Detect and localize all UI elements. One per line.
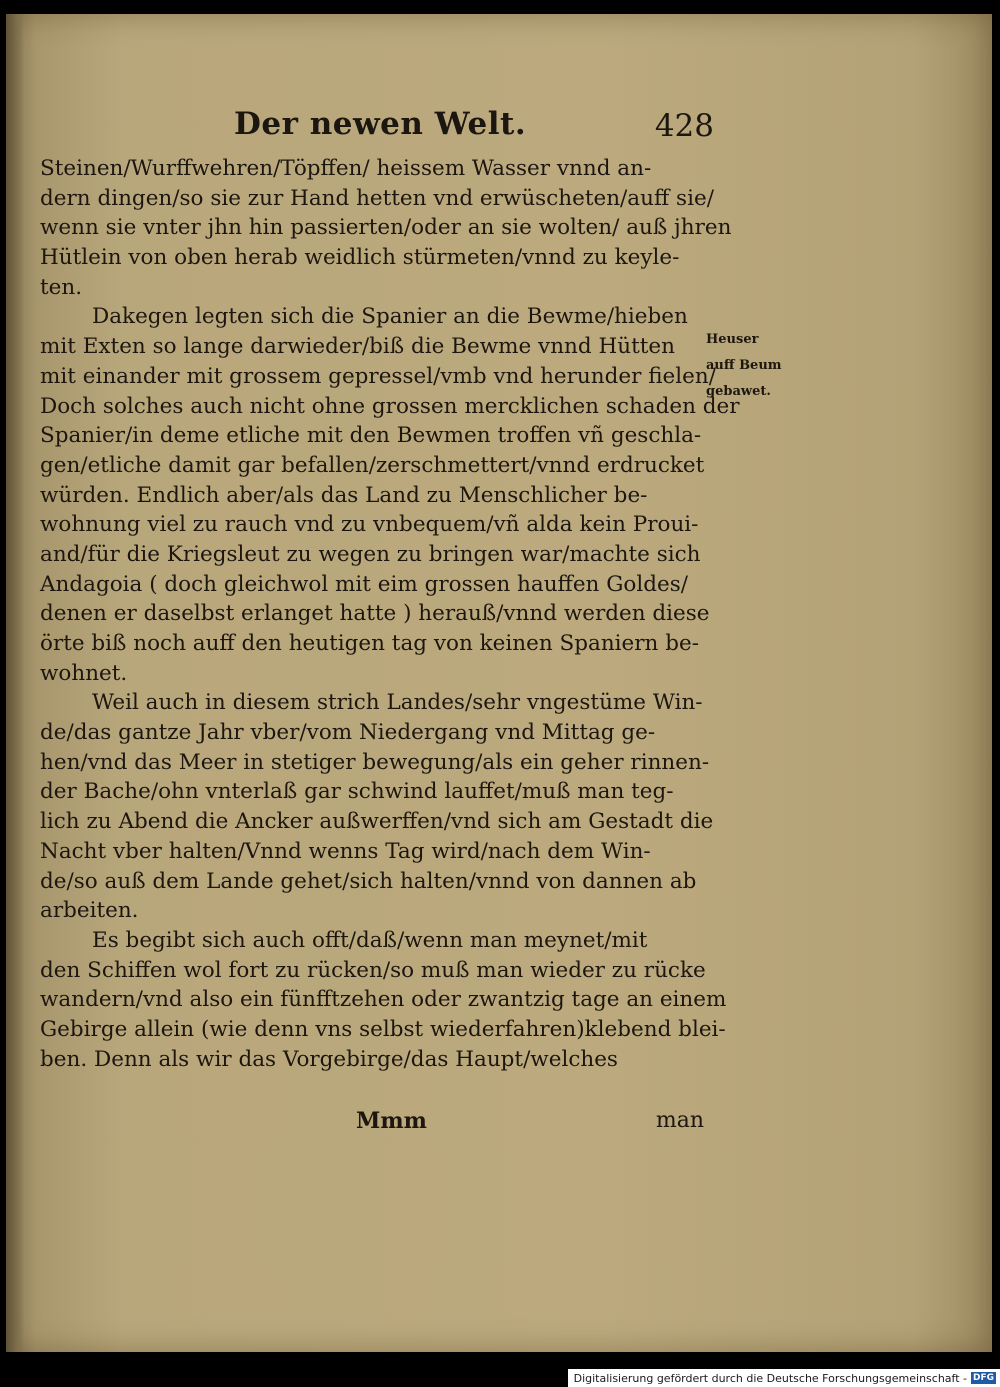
text-line: ten. [40,274,83,300]
text-line: dern dingen/so sie zur Hand hetten vnd erwüscheten/auff sie/ [40,185,714,211]
text-line: de/so auß dem Lande gehet/sich halten/vnnd von dannen ab [40,868,697,894]
funding-credit [568,1369,1000,1387]
text-line: lich zu Abend die Ancker außwerffen/vnd sich am Gestadt die [40,809,714,835]
dfg-logo-icon: DFG [972,1373,994,1383]
text-line: gen/etliche damit gar befallen/zerschmettert/vnnd erdrucket [40,452,705,478]
text-line: würden. Endlich aber/als das Land zu Menschlicher be- [40,482,648,508]
running-title: Der newen Welt. [234,106,527,142]
text-line: wandern/vnd also ein fünfftzehen oder zwantzig tage an einem [40,987,727,1013]
text-line: Spanier/in deme etliche mit den Bewmen troffen vñ geschla- [40,423,702,449]
text-line: wohnung viel zu rauch vnd zu vnbequem/vñ alda kein Proui- [40,512,699,538]
text-line: arbeiten. [40,898,139,924]
text-line: de/das gantze Jahr vber/vom Niedergang vnd Mittag ge- [40,720,656,746]
text-line: Dakegen legten sich die Spanier an die Bewme/hieben [92,304,688,330]
credit-text: Digitalisierung gefördert durch die Deutsche Forschungsgemeinschaft - [573,1371,967,1385]
margin-note-line: auff Beum [706,358,782,373]
signature-mark: Mmm [356,1108,427,1134]
text-line: Weil auch in diesem strich Landes/sehr vngestüme Win- [92,690,703,716]
text-line: Hütlein von oben herab weidlich stürmeten/vnnd zu keyle- [40,245,680,271]
page-footer [40,1108,704,1138]
text-line: and/für die Kriegsleut zu wegen zu bringen war/machte sich [40,541,701,567]
text-line: wenn sie vnter jhn hin passierten/oder an sie wolten/ auß jhren [40,215,732,241]
text-line: mit einander mit grossem gepressel/vmb vnd herunder fielen/ [40,363,716,389]
margin-note-line: Heuser [706,332,759,347]
page-number: 428 [654,108,714,144]
text-line: den Schiffen wol fort zu rücken/so muß man wieder zu rücke [40,957,706,983]
text-line: denen er daselbst erlanget hatte ) herauß/vnnd werden diese [40,601,710,627]
margin-note [706,327,798,405]
margin-note-line: gebawet. [706,384,771,399]
text-line: Andagoia ( doch gleichwol mit eim grossen hauffen Goldes/ [40,571,688,597]
text-line: Doch solches auch nicht ohne grossen mercklichen schaden der [40,393,740,419]
text-line: mit Exten so lange darwieder/biß die Bewme vnnd Hütten [40,334,675,360]
text-line: Es begibt sich auch offt/daß/wenn man meynet/mit [92,927,648,953]
text-line: wohnet. [40,660,128,686]
text-line: ben. Denn als wir das Vorgebirge/das Haupt/welches [40,1046,618,1072]
text-line: örte biß noch auff den heutigen tag von keinen Spaniern be- [40,631,699,656]
page-header [234,106,714,152]
text-line: Nacht vber halten/Vnnd wenns Tag wird/nach dem Win- [40,838,651,864]
book-page [6,14,992,1352]
text-line: der Bache/ohn vnterlaß gar schwind lauffet/muß man teg- [40,779,674,805]
catchword: man [655,1108,704,1133]
text-line: Steinen/Wurffwehren/Töpffen/ heissem Wasser vnnd an- [40,156,652,181]
text-line: hen/vnd das Meer in stetiger bewegung/als ein geher rinnen- [40,749,710,775]
text-line: Gebirge allein (wie denn vns selbst wiederfahren)klebend blei- [40,1016,726,1042]
